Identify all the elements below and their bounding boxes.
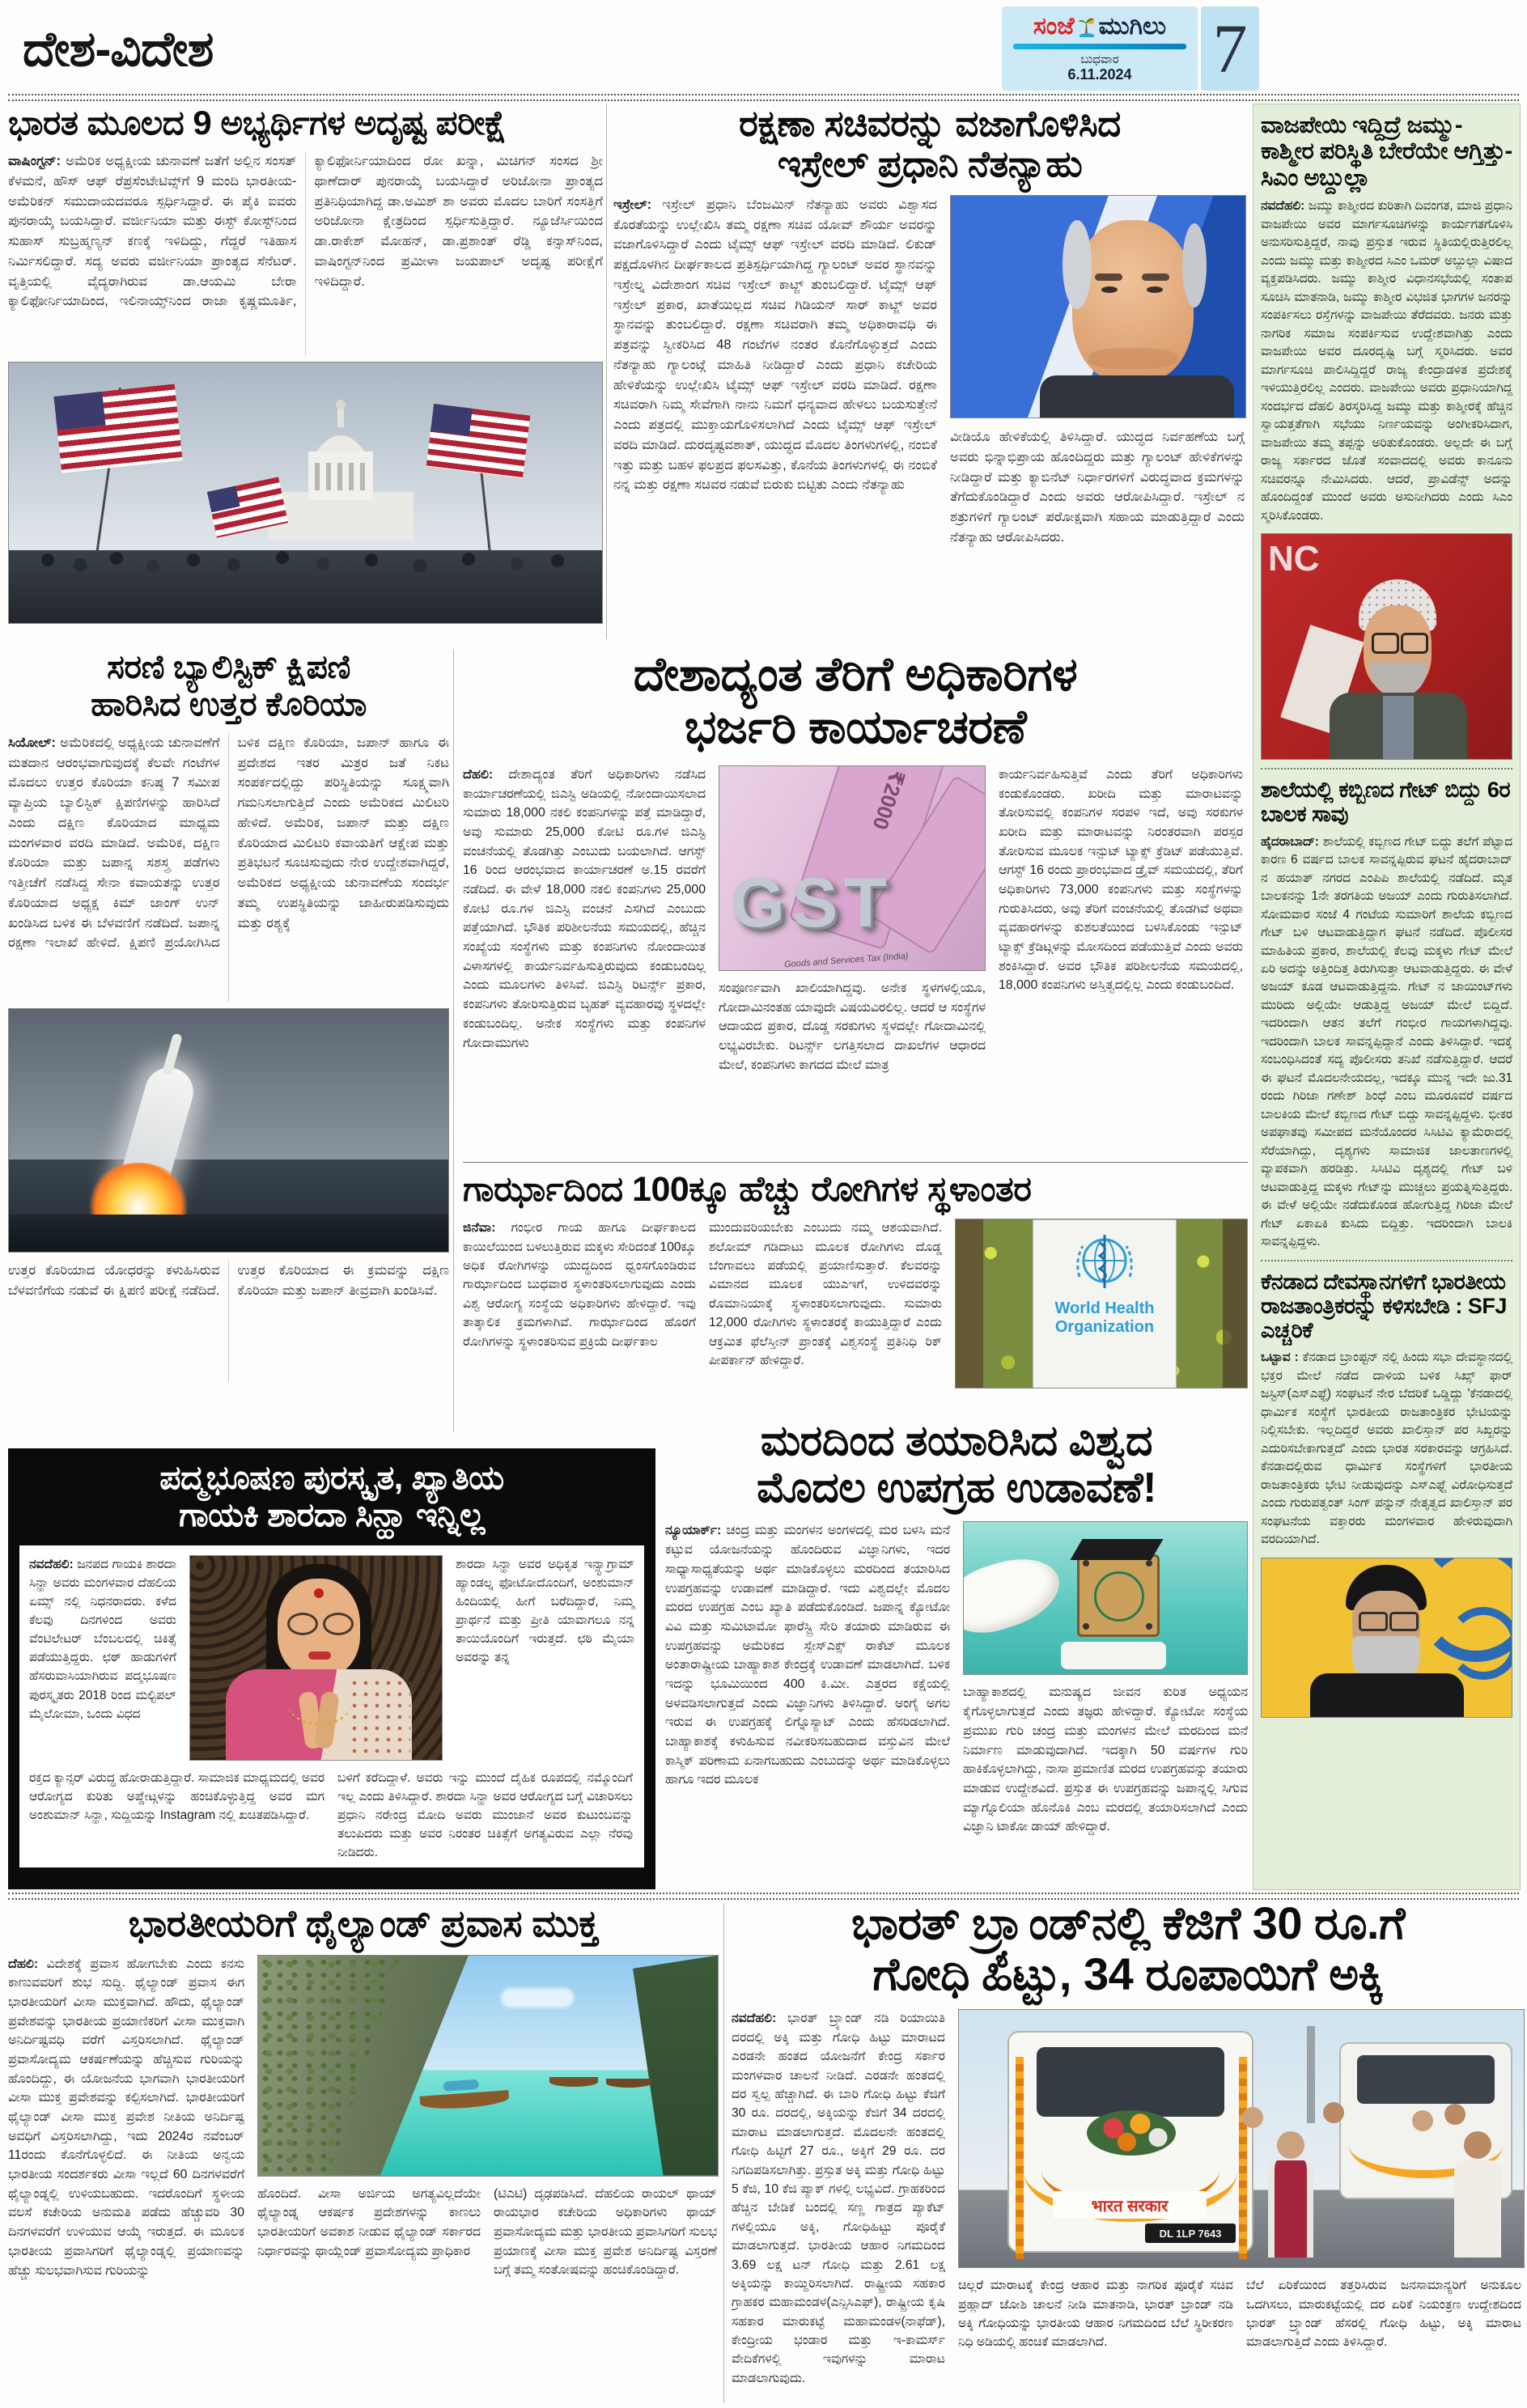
article-israel-netanyahu	[613, 104, 1246, 644]
page-section-title: ದೇಶ-ವಿದೇಶ	[23, 22, 214, 76]
dateline: ನವದೆಹಲಿ:	[732, 2012, 777, 2026]
dateline: ನವದೆಹಲಿ:	[29, 1557, 74, 1571]
thailand-lagoon-photo	[257, 1955, 719, 2177]
body-text: ಬಳಿಗೆ ಕರೆದಿದ್ದಾಳೆ. ಅವರು ಇನ್ನು ಮುಂದೆ ದೈಹಿಕ ರೂಪದಲ್ಲಿ ನಮ್ಮೊಂದಿಗೆ ಇಲ್ಲ ಎಂದು ತಿಳಿಸಿದ್ದಾರೆ. ಶಾರದಾ ಸಿನ್ಹಾ ಅವರ ಆರೋಗ್ಯದ ಬಗ್ಗೆ ವಿಚಾರಿಸಲು ಪ್ರಧಾನಿ ನರೇಂದ್ರ ಮೋದಿ ಅವರು ಮುಂಜಾನೆ ಅವರ ಕುಟುಂಬವನ್ನು ತಲುಪಿದರು ಮತ್ತು ಅವರ ನಿರಂತರ ಚಿಕಿತ್ಸೆಗೆ ಅಗತ್ಯವಿರುವ ಎಲ್ಲಾ ನೆರವು ನೀಡಿದರು.	[337, 1770, 633, 1860]
newspaper-masthead	[1002, 6, 1198, 91]
crowd-heads	[41, 553, 54, 566]
article-headline-line1: ಮರದಿಂದ ತಯಾರಿಸಿದ ವಿಶ್ವದ	[760, 1418, 1153, 1465]
body-text: ಬಾಹ್ಯಾಕಾಶದಲ್ಲಿ ಮನುಷ್ಯದ ಜೀವನ ಕುರಿತ ಅಧ್ಯಯನ ಕೈಗೊಳ್ಳಲಾಗುತ್ತದೆ ಎಂದು ತಜ್ಞರು ಹೇಳಿದ್ದಾರೆ. ಕ್ಯೋಟೋ ಸಂಸ್ಥೆಯ ಪ್ರಮುಖ ಗುರಿ ಚಂದ್ರ ಮತ್ತು ಮಂಗಳನ ಮೇಲೆ ಮರದಿಂದ ಮನೆ ನಿರ್ಮಾಣ ಮಾಡುವುದಾಗಿದೆ. ಇದಕ್ಕಾಗಿ 50 ವರ್ಷಗಳ ಗುರಿ ಹಾಕಿಕೊಳ್ಳಲಾಗಿದ್ದು, ನಾಸಾ ಪ್ರಮಾಣಿತ ಮರದ ಉಪಗ್ರಹವನ್ನು ತಯಾರು ಮಾಡುವ ಉದ್ದೇಶವಿದೆ. ಪ್ರಸ್ತುತ ಈ ಉಪಗ್ರಹವನ್ನು ಜಪಾನ್ನಲ್ಲಿ ಸಿಗುವ ಮ್ಯಾಗ್ನೊಲಿಯಾ ಹೊನೊಕಿ ಎಂಬ ಮರದಲ್ಲಿ ತಯಾರಿಸಲಾಗಿದೆ ಎಂದು ವಿಜ್ಞಾನಿ ಟಾಕೋ ಡಾಯ್ ಹೇಳಿದ್ದಾರೆ.	[963, 1685, 1248, 1834]
glasses-right-lens	[1401, 633, 1428, 654]
pannun-photo	[1261, 1558, 1512, 1718]
body-text: ಹೊಂದಿದೆ. ವೀಸಾ ಅರ್ಜಿಯ ಅಗತ್ಯವಿಲ್ಲದೆಯೇ ಥೈಲ್ಯಾಂಡ್ನ ಆಕರ್ಷಕ ಪ್ರದೇಶಗಳನ್ನು ಕಾಣಲು ಭಾರತೀಯರಿಗೆ ಅವಕಾಶ ನೀಡುವ ಥೈಲ್ಯಾಂಡ್ ಸರ್ಕಾರದ ನಿರ್ಧಾರವನ್ನು ಥಾಯ್ಲೆಂಡ್ ಪ್ರವಾಸೋದ್ಯಮ ಪ್ರಾಧಿಕಾರ	[257, 2186, 481, 2258]
who-text-line1: World Health	[1054, 1299, 1155, 1318]
who-text-line2: Organization	[1054, 1318, 1155, 1337]
body-text: ರಕ್ತದ ಕ್ಯಾನ್ಸರ್ ವಿರುದ್ಧ ಹೋರಾಡುತ್ತಿದ್ದಾರೆ. ಸಾಮಾಜಿಕ ಮಾಧ್ಯಮದಲ್ಲಿ ಅವರ ಆರೋಗ್ಯದ ಕುರಿತು ಅಪ್ಡೇಟ್ಗಳನ್ನು ಹಂಚಿಕೊಳ್ಳುತ್ತಿದ್ದ ಅವರ ಮಗ ಅಂಶುಮಾನ್ ಸಿನ್ಹಾ, ಸುದ್ದಿಯನ್ನು Instagram ನಲ್ಲಿ ಖಚಿತಪಡಿಸಿದ್ದಾರೆ.	[29, 1770, 324, 1823]
eye	[1147, 286, 1163, 293]
missile	[162, 1032, 183, 1075]
longtail-boat	[549, 2077, 598, 2087]
article-body-col1	[8, 1955, 244, 2281]
dateline: ನವದೆಹಲಿ:	[1261, 199, 1305, 214]
article-bharat-brand	[732, 1898, 1525, 2405]
glasses-left-lens	[287, 1613, 318, 1635]
caption-text: ಬೆಲೆ ಏರಿಕೆಯಿಂದ ತತ್ತರಿಸಿರುವ ಜನಸಾಮಾನ್ಯರಿಗೆ ಅನುಕೂಲ ಒದಗಿಸಲು, ಮಾರುಕಟ್ಟೆಯಲ್ಲಿ ದರ ಏರಿಕೆ ನಿಯಂತ್ರಣ ಉದ್ದೇಶದಿಂದ ಭಾರತ್ ಬ್ರ್ಯಾಂಡ್ ಹೆಸರಲ್ಲಿ ಗೋಧಿ ಹಿಟ್ಟು, ಅಕ್ಕಿ ಮಾರಾಟ ಮಾಡಲಾಗುತ್ತಿದೆ ಎಂದು ತಿಳಿಸಿದ್ದಾರೆ.	[1246, 2279, 1521, 2350]
article-headline: ಗಾರ್ಝಾದಿಂದ 100ಕ್ಕೂ ಹೆಚ್ಚು ರೋಗಿಗಳ ಸ್ಥಳಾಂತರ	[463, 1170, 1032, 1209]
mouth-shadow	[1088, 348, 1177, 369]
dateline: ಇಸ್ರೇಲ್:	[613, 197, 652, 212]
screws	[1083, 1560, 1089, 1566]
dateline: ಸಿಯೋಲ್:	[8, 735, 56, 750]
article-body	[1261, 1349, 1512, 1549]
suit	[1040, 375, 1234, 418]
blue-swoosh	[1447, 1607, 1512, 1680]
column-divider	[453, 649, 454, 1432]
dateline: ಜಿನೆವಾ:	[463, 1221, 496, 1236]
inner-shirt	[1383, 696, 1414, 759]
sari-pattern	[349, 1677, 410, 1760]
gst-currency-photo	[719, 765, 986, 971]
article-body-continued	[8, 1261, 449, 1301]
column-divider	[606, 104, 607, 639]
truck-number-plate: DL 1LP 7643	[1145, 2224, 1236, 2243]
dateline: ದೆಹಲಿ:	[463, 767, 494, 782]
body-text: (ಟಿಎಟಿ) ದೃಢಪಡಿಸಿದೆ. ದೆಹಲಿಯ ರಾಯಲ್ ಥಾಯ್ ರಾಯಭಾರ ಕಚೇರಿಯ ಅಧಿಕಾರಿಗಳು ಥಾಯ್ ಪ್ರವಾಸೋದ್ಯಮ ಮತ್ತು ಭಾರತೀಯ ಪ್ರವಾಸಿಗರಿಗೆ ಸುಲಭ ಪ್ರಯಾಣಕ್ಕೆ ವೀಸಾ ಮುಕ್ತ ಪ್ರವೇಶ ಅನಿರ್ದಿಷ್ಟ ವಿಸ್ತರಣೆ ಬಗ್ಗೆ ತಮ್ಮ ಸಂತೋಷವನ್ನು ಹಂಚಿಕೊಂಡಿದ್ದಾರೆ.	[494, 2186, 717, 2278]
article-rule	[463, 1162, 1248, 1163]
eye	[1101, 286, 1118, 293]
article-north-korea	[8, 649, 449, 1432]
article-gaza-patients	[463, 1170, 1248, 1410]
article-body-bottom1	[29, 1769, 324, 1863]
article-body-col3	[999, 765, 1243, 1075]
body-text: ಚಂದ್ರ ಮತ್ತು ಮಂಗಳನ ಅಂಗಳದಲ್ಲಿ ಮರ ಬಳಸಿ ಮನೆ ಕಟ್ಟುವ ಯೋಜನೆಯನ್ನು ಹೊಂದಿರುವ ವಿಜ್ಞಾನಿಗಳು, ಇದರ ಸಾಧ್ಯಾಸಾಧ್ಯತೆಯನ್ನು ಅರ್ಥ ಮಾಡಿಕೊಳ್ಳಲು ಮರದಿಂದ ತಯಾರಿಸಿದ ಉಪಗ್ರಹವನ್ನು ಉಡಾವಣೆ ಮಾಡಿದ್ದಾರೆ. ಇದು ವಿಶ್ವದಲ್ಲೇ ಮೊದಲ ಮರದ ಉಪಗ್ರಹ ಎಂಬ ಖ್ಯಾತಿ ಪಡೆದುಕೊಂಡಿದೆ. ಜಪಾನ್ನ ಕ್ಯೋಟೋ ವಿವಿ ಮತ್ತು ಸುಮಿಟಾಮೋ ಫಾರೆಸ್ಟ್ರಿ ಸೇರಿ ತಯಾರು ಮಾಡಿರುವ ಈ ಉಪಗ್ರಹವನ್ನು ಅಮೆರಿಕದ ಸ್ಪೇಸ್ಎಕ್ಸ್ ರಾಕೆಟ್ ಮೂಲಕ ಅಂತಾರಾಷ್ಟ್ರೀಯ ಬಾಹ್ಯಾಕಾಶ ಕೇಂದ್ರಕ್ಕೆ ಉಡಾವಣೆ ಮಾಡಲಾಗಿದೆ. ಬಳಿಕ ಇದನ್ನು ಭೂಮಿಯಿಂದ 400 ಕಿ.ಮೀ. ಎತ್ತರದ ಕಕ್ಷೆಯಲ್ಲಿ ಅಳವಡಿಸಲಾಗುತ್ತದೆ ಎಂದು ವಿಜ್ಞಾನಿಗಳು ತಿಳಿಸಿದ್ದಾರೆ. ಅಂಗೈ ಅಗಲ ಇರುವ ಈ ಉಪಗ್ರಹಕ್ಕೆ ಲಿಗ್ನೊಸ್ಯಾಟ್ ಎಂದು ಹೆಸರಿಡಲಾಗಿದೆ. ಬಾಹ್ಯಾಕಾಶಕ್ಕೆ ಕಳುಹಿಸುವ ನವೀಕರಿಸಬಹುದಾದ ವಸ್ತುವಿನ ಮೇಲೆ ಕಾಸ್ಮಿಕ್ ಪರಿಣಾಮ ಏನಾಗಬಹುದು ಎಂಬುದನ್ನು ಅರ್ಥ ಮಾಡಿಕೊಳ್ಳಲು ಹಾಗೂ ಇದರ ಮೂಲಕ	[665, 1524, 950, 1787]
masthead-title-part1: ಸಂಜೆ	[1033, 13, 1075, 40]
article-headline-line1: ಸರಣಿ ಬ್ಯಾಲಿಸ್ಟಿಕ್ ಕ್ಷಿಪಣಿ	[107, 649, 350, 685]
longtail-boat	[606, 2079, 651, 2088]
body-text: ಕ್ಯಾಲಿಫೋರ್ನಿಯಾದಿಂದ, ಇಲಿನಾಯ್ಸ್‌ನಿಂದ ರಾಜಾ ಕೃಷ್ಣಮೂರ್ತಿ, ಕ್ಯಾಲಿಫೋರ್ನಿಯಾದಿಂದ ರೋ ಖನ್ನಾ, ಮಿಚಿಗನ್ ಸಂಸದ ಶ್ರೀ ಥಾಣೆದಾರ್ ಪುನರಾಯ್ಕೆ ಬಯಸಿದ್ದಾರೆ ಅರಿಜೋನಾ ಪ್ರಾಂತ್ಯದ ಪ್ರತಿನಿಧಿಯಾಗಿದ್ದ ಡಾ.ಅಮಿಶ್ ಶಾ ಅವರು ಮೊದಲ ಬಾರಿಗೆ ಸಂಸತ್ತಿಗೆ ಅರಿಜೋನಾ ಕ್ಷೇತ್ರದಿಂದ ಸ್ಪರ್ಧಿಸುತ್ತಿದ್ದಾರೆ. ನ್ಯೂಜೆರ್ಸಿಯಿಂದ ಡಾ.ರಾಕೇಶ್ ಮೋಹನ್, ಡಾ.ಪ್ರಶಾಂತ್ ರೆಡ್ಡಿ ಕನ್ಸಾಸ್‌ನಿಂದ, ವಾಷಿಂಗ್ಟನ್‌ನಿಂದ ಪ್ರಮೀಳಾ ಜಯಪಾಲ್ ಅದೃಷ್ಟ ಪರೀಕ್ಷೆಗೆ ಇಳಿದಿದ್ದಾರೆ.	[8, 154, 603, 309]
body-text: ಇಸ್ರೇಲ್ ಪ್ರಧಾನಿ ಬೆಂಜಮಿನ್ ನೆತನ್ಯಾಹು ಅವರು ವಿಶ್ವಾಸದ ಕೊರತೆಯನ್ನು ಉಲ್ಲೇಖಿಸಿ ತಮ್ಮ ರಕ್ಷಣಾ ಸಚಿವ ಯೋವ್ ಶೌರ್ಯ ಅವರನ್ನು ವಜಾಗೊಳಿಸಿದ್ದಾರೆ ಎಂದು ಟೈಮ್ಸ್ ಆಫ್ ಇಸ್ರೇಲ್ ವರದಿ ಮಾಡಿದೆ. ಲಿಕುಡ್ ಪಕ್ಷದೊಳಗಿನ ದೀರ್ಘಕಾಲದ ಪ್ರತಿಸ್ಪರ್ಧಿಯಾಗಿದ್ದ ಗ್ಯಾಲಂಟ್ ಅವರ ಸ್ಥಾನವನ್ನು ಇಸ್ರೇಲ್ನ ವಿದೇಶಾಂಗ ಸಚಿವ ಇಸ್ರೇಲ್ ಕಾಟ್ಜ್ ತುಂಬಲಿದ್ದಾರೆ. ಟೈಮ್ಸ್ ಆಫ್ ಇಸ್ರೇಲ್ ಪ್ರಕಾರ, ಖಾತೆಯಿಲ್ಲದ ಸಚಿವ ಗಿಡಿಯನ್ ಸಾರ್ ಕಾಟ್ಜ್ ಅವರ ಸ್ಥಾನವನ್ನು ತುಂಬಲಿದ್ದಾರೆ. ರಕ್ಷಣಾ ಸಚಿವರಾಗಿ ತಮ್ಮ ಅಧಿಕಾರಾವಧಿ ಈ ಪತ್ರವನ್ನು ಸ್ವೀಕರಿಸಿದ 48 ಗಂಟೆಗಳ ನಂತರ ಕೊನೆಗೊಳ್ಳುತ್ತದೆ ಎಂದು ನೆತನ್ಯಾಹು ಗ್ಯಾಲಂಟ್ಗೆ ಮಾಹಿತಿ ನೀಡಿದ್ದಾರೆ ಎಂದು ಪ್ರಧಾನಿ ಕಚೇರಿಯ ಹೇಳಿಕೆಯನ್ನು ಉಲ್ಲೇಖಿಸಿ ಟೈಮ್ಸ್ ಆಫ್ ಇಸ್ರೇಲ್ ವರದಿ ಮಾಡಿದೆ. ರಕ್ಷಣಾ ಸಚಿವರಾಗಿ ನಿಮ್ಮ ಸೇವೆಗಾಗಿ ನಾನು ನಿಮಗೆ ಧನ್ಯವಾದ ಹೇಳಲು ಬಯಸುತ್ತೇನೆ ಎಂದು ಪತ್ರದಲ್ಲಿ ಮುಕ್ತಾಯಗೊಳಿಸಲಾಗಿದೆ ಎಂದು ಟೈಮ್ಸ್ ಆಫ್ ಇಸ್ರೇಲ್ ವರದಿ ಮಾಡಿದೆ. ದುರದೃಷ್ಟವಶಾತ್, ಯುದ್ಧದ ಮೊದಲ ತಿಂಗಳುಗಳಲ್ಲಿ, ನಂಬಿಕೆ ಇತ್ತು ಮತ್ತು ಬಹಳ ಫಲಪ್ರದ ಫಲಸವಿತ್ತು, ಕೊನೆಯ ತಿಂಗಳುಗಳಲ್ಲಿ ಈ ನಂಬಿಕೆ ನನ್ನ ಮತ್ತು ರಕ್ಷಣಾ ಸಚಿವರ ನಡುವೆ ಬಿರುಕು ಬಿಟ್ಟಿತು ಎಂದು ನೆತನ್ಯಾಹು	[613, 197, 937, 493]
article-body-col2	[709, 1219, 942, 1388]
masthead-day: ಬುಧವಾರ	[1080, 53, 1119, 66]
eyebrow	[1142, 273, 1169, 281]
article-sharda-sinha	[8, 1448, 655, 1889]
dateline: ದೆಹಲಿ:	[8, 1956, 39, 1971]
body-text: ಜಪಾನ್ನ ರಕ್ಷಣಾ ಇಲಾಖೆ ಹೇಳಿದೆ. ಕ್ಷಿಪಣಿ ಪ್ರಯೋಗಿಸಿದ ಬಳಿಕ ದಕ್ಷಿಣ ಕೊರಿಯಾ, ಜಪಾನ್ ಹಾಗೂ ಈ ಪ್ರದೇಶದ ಇತರ ಮಿತ್ರರ ಜತೆ ನಿಕಟ ಸಂಪರ್ಕದಲ್ಲಿದ್ದು ಪರಿಸ್ಥಿತಿಯನ್ನು ಸೂಕ್ಷ್ಮವಾಗಿ ಗಮನಿಸಲಾಗುತ್ತಿದೆ ಎಂದು ಅಮೆರಿಕದ ಮಿಲಿಟರಿ ಹೇಳಿದೆ. ಅಮೆರಿಕ, ಜಪಾನ್ ಮತ್ತು ದಕ್ಷಿಣ ಕೊರಿಯಾದ ಮಿಲಿಟರಿ ಕವಾಯತಿಗೆ ಆಕ್ಷೇಪ ಮತ್ತು ಪ್ರತಿಭಟನೆ ಸೂಚಿಸುವುದು ನೇರ ಉದ್ದೇಶವಾಗಿದ್ದರೆ, ಅಮೆರಿಕದ ಅಧ್ಯಕ್ಷೀಯ ಚುನಾವಣೆಯ ಸಂದರ್ಭ ತಮ್ಮ ಉಪಸ್ಥಿತಿಯನ್ನು ಜಾಹೀರುಪಡಿಸುವುದು ಮತ್ತು ರಶ್ಯಕ್ಕೆ	[8, 735, 449, 951]
who-emblem-icon	[1070, 1228, 1139, 1298]
article-body-col1	[732, 2009, 945, 2388]
article-body-bottom2	[337, 1769, 633, 1863]
article-headline: ಕೆನಡಾದ ದೇವಸ್ಥಾನಗಳಿಗೆ ಭಾರತೀಯ ರಾಜತಾಂತ್ರಿಕರನ್ನು ಕಳಿಸಬೇಡಿ : SFJ ಎಚ್ಚರಿಕೆ	[1261, 1269, 1507, 1343]
article-us-election	[8, 104, 603, 639]
article-body-col1	[463, 1219, 696, 1388]
article-headline: ಶಾಲೆಯಲ್ಲಿ ಕಬ್ಬಿಣದ ಗೇಟ್ ಬಿದ್ದು 6ರ ಬಾಲಕ ಸಾವು	[1261, 778, 1511, 827]
person-white-kurta	[1453, 2131, 1503, 2267]
grey-hair	[1182, 223, 1207, 307]
article-thailand-visa	[8, 1903, 719, 2405]
sea	[9, 1215, 448, 1252]
note-denomination: ₹2000	[867, 766, 910, 833]
grey-hair	[1063, 220, 1092, 309]
right-news-column	[1253, 104, 1521, 1890]
nc-flag-text: NC	[1268, 539, 1320, 579]
body-text: ಗಂಭೀರ ಗಾಯ ಹಾಗೂ ದೀರ್ಘಕಾಲದ ಕಾಯಿಲೆಯಿಂದ ಬಳಲುತ್ತಿರುವ ಮಕ್ಕಳು ಸೇರಿದಂತೆ 100ಕ್ಕೂ ಅಧಿಕ ರೋಗಿಗಳನ್ನು ಯುದ್ಧದಿಂದ ಧ್ವಂಸಗೊಂಡಿರುವ ಗಾರ್ಝಾದಿಂದ ಬುಧವಾರ ಸ್ಥಳಾಂತರಿಸಲಾಗುವುದು ಎಂದು ವಿಶ್ವ ಆರೋಗ್ಯ ಸಂಸ್ಥೆಯ ಅಧಿಕಾರಿಗಳು ಹೇಳಿದ್ದಾರೆ. ಇವು ತಾತ್ಕಾಲಿಕ ಕ್ರಮಗಳಾಗಿವೆ. ಗಾರ್ಝಾದಿಂದ ಹೊರಗೆ ರೋಗಿಗಳನ್ನು ಸ್ಥಳಾಂತರಿಸುವ ಪ್ರಕ್ರಿಯೆ ದೀರ್ಘಕಾಲ	[463, 1221, 696, 1349]
photo-caption-col1	[958, 2276, 1233, 2351]
body-text: ಶಾರದಾ ಸಿನ್ಹಾ ಅವರ ಅಧಿಕೃತ ಇನ್ಸ್ಟಾಗ್ರಾಮ್ ಹ್ಯಾಂಡಲ್ನ ಫೋಟೋದೊಂದಿಗೆ, ಅಂಶುಮಾನ್ ಹಿಂದಿಯಲ್ಲಿ ಹೀಗೆ ಬರೆದಿದ್ದಾರೆ, ನಿಮ್ಮ ಪ್ರಾರ್ಥನೆ ಮತ್ತು ಪ್ರೀತಿ ಯಾವಾಗಲೂ ನನ್ನ ತಾಯಿಯೊಂದಿಗೆ ಇರುತ್ತದೆ. ಛಠಿ ಮೈಯಾ ಅವರನ್ನು ತನ್ನ	[455, 1557, 634, 1665]
eyebrow	[1095, 273, 1122, 281]
separator	[1261, 1260, 1512, 1261]
omar-abdullah-photo	[1261, 533, 1512, 760]
article-wooden-satellite	[665, 1418, 1248, 1889]
dateline: ಹೈದರಾಬಾದ್:	[1261, 834, 1319, 849]
article-body-col2	[257, 2185, 481, 2280]
masthead-date: 6.11.2024	[1067, 66, 1132, 83]
dateline: ವಾಷಿಂಗ್ಟನ್:	[8, 154, 62, 169]
article-body-col2	[456, 1555, 634, 1761]
us-flag	[53, 384, 182, 473]
article-headline-line2: ಗಾಯಕಿ ಶಾರದಾ ಸಿನ್ಹಾ ಇನ್ನಿಲ್ಲ	[179, 1495, 485, 1533]
article-body	[8, 733, 449, 953]
caption-text: ಚಿಲ್ಲರೆ ಮಾರಾಟಕ್ಕೆ ಕೇಂದ್ರ ಆಹಾರ ಮತ್ತು ನಾಗರಿಕ ಪೂರೈಕೆ ಸಚಿವ ಪ್ರಹ್ಲಾದ್ ಜೋಶಿ ಚಾಲನೆ ನೀಡಿ ಮಾತನಾಡಿ, ಭಾರತ್ ಬ್ರಾಂಡ್ ನಡಿ ಅಕ್ಕಿ ಗೋಧಿಯನ್ನು ಭಾರತೀಯ ಆಹಾರ ನಿಗಮದಿಂದ ಬೆಲೆ ಸ್ಥಿರೀಕರಣ ನಿಧಿ ಅಡಿಯಲ್ಲಿ ಹಂಚಿಕೆ ಮಾಡಲಾಗಿದೆ.	[958, 2279, 1233, 2350]
missile-launch-photo	[8, 1008, 449, 1253]
article-body-col2	[950, 427, 1245, 548]
article-body-col1	[463, 765, 706, 1075]
article-school-gate	[1261, 778, 1512, 1252]
crowd	[9, 550, 602, 623]
article-headline: ಭಾರತೀಯರಿಗೆ ಥೈಲ್ಯಾಂಡ್ ಪ್ರವಾಸ ಮುಕ್ತ	[128, 1903, 599, 1944]
truck-hindi-text: भारत सरकार	[1053, 2191, 1207, 2219]
article-body-col1	[29, 1555, 176, 1761]
masthead-divider-bar	[1013, 44, 1186, 49]
gst-sub-text: Goods and Services Tax (India)	[783, 951, 909, 970]
article-body-col3	[494, 2185, 717, 2280]
glasses-left-lens	[1372, 633, 1399, 654]
article-body-col2	[719, 979, 986, 1075]
article-sfj-warning	[1261, 1270, 1512, 1718]
us-capitol-protest-photo	[8, 362, 603, 624]
truck-windshield	[1357, 2055, 1495, 2104]
crowd-heads	[1242, 2107, 1263, 2128]
article-headline-line2: ಮೊದಲ ಉಪಗ್ರಹ ಉಡಾವಣೆ!	[757, 1465, 1156, 1512]
article-headline-line1: ಪದ್ಮಭೂಷಣ ಪುರಸ್ಕೃತ, ಖ್ಯಾತಿಯ	[159, 1459, 504, 1496]
who-sign-pillar	[1033, 1219, 1177, 1388]
body-text: ವೀಡಿಯೊ ಹೇಳಿಕೆಯಲ್ಲಿ ತಿಳಿಸಿದ್ದಾರೆ. ಯುದ್ಧದ ನಿರ್ವಹಣೆಯ ಬಗ್ಗೆ ಅವರು ಭಿನ್ನಾಭಿಪ್ರಾಯ ಹೊಂದಿದ್ದರು ಮತ್ತು ಗ್ಯಾಲಂಟ್ ಹೇಳಿಕೆಗಳನ್ನು ನೀಡಿದ್ದಾರೆ ಮತ್ತು ಕ್ಯಾಬಿನೆಟ್ ನಿರ್ಧಾರಗಳಿಗೆ ವಿರುದ್ಧವಾದ ಕ್ರಮಗಳನ್ನು ತೆಗೆದುಕೊಂಡಿದ್ದಾರೆ ಎಂದು ಅವರು ಆರೋಪಿಸಿದ್ದಾರೆ. ಇಸ್ರೇಲ್ ನ ಶತ್ರುಗಳಿಗೆ ಗ್ಯಾಲಂಟ್ ಪರೋಕ್ಷವಾಗಿ ಸಹಾಯ ಮಾಡುತ್ತಿದ್ದಾರೆ ಎಂದು ನೆತನ್ಯಾಹು ಆರೋಪಿಸಿದರು.	[950, 430, 1245, 545]
photo-caption-col2	[1246, 2276, 1521, 2351]
lips	[308, 1651, 331, 1660]
body-text: ದೇಶಾದ್ಯಂತ ತೆರಿಗೆ ಅಧಿಕಾರಿಗಳು ನಡೆಸಿದ ಕಾರ್ಯಾಚರಣೆಯಲ್ಲಿ ಜಿಎಸ್ಟಿ ಅಡಿಯಲ್ಲಿ ನೋಂದಾಯಿಸಲಾದ ಸುಮಾರು 18,000 ನಕಲಿ ಕಂಪನಿಗಳನ್ನು ಪತ್ತೆ ಮಾಡಿದ್ದಾರೆ, ಅವು ಸುಮಾರು 25,000 ಕೋಟಿ ರೂ.ಗಳ ಜಿಎಸ್ಟಿ ವಂಚನೆಯಲ್ಲಿ ತೊಡಗಿತ್ತು ಎಂಬುದು ಬಯಲಾಗಿದೆ. ಆಗಸ್ಟ್ 16 ರಿಂದ ಆರಂಭವಾದ ಕಾರ್ಯಾಚರಣೆ ಅ.15 ರವರೆಗೆ ನಡೆದಿದೆ. ಈ ವೇಳೆ 18,000 ನಕಲಿ ಕಂಪನಿಗಳು 25,000 ಕೋಟಿ ರೂ.ಗಳ ಜಿಎಸ್ಟಿ ವಂಚನೆ ಎಸಗಿದೆ ಎಂಬುದು ಪತ್ತೆಯಾಗಿದೆ. ಭೌತಿಕ ಪರಿಶೀಲನೆಯ ಸಮಯದಲ್ಲಿ, ಹೆಚ್ಚಿನ ಸಂಖ್ಯೆಯ ಸಂಸ್ಥೆಗಳು ಮತ್ತು ಕಂಪನಿಗಳು ನೋಂದಾಯಿತ ವಿಳಾಸಗಳಲ್ಲಿ ಕಾರ್ಯನಿರ್ವಹಿಸುತ್ತಿರುವುದು ಕಂಡುಬಂದಿಲ್ಲ ಎಂದು ಮೂಲಗಳು ತಿಳಿಸಿವೆ. ಜಿಎಸ್ಟಿ ರಿಟರ್ನ್ಸ್ ಪ್ರಕಾರ, ಕಂಪನಿಗಳು ತೋರಿಸುತ್ತಿರುವ ಬೃಹತ್ ವ್ಯವಹಾರವು ಸ್ಥಳದಲ್ಲೇ ಕಂಡುಬಂದಿಲ್ಲ. ಅನೇಕ ಸಂಸ್ಥೆಗಳು ಮತ್ತು ಕಂಪನಿಗಳ ಗೋದಾಮುಗಳು	[463, 767, 706, 1050]
page-number: 7	[1201, 6, 1259, 91]
body-text: ಜನಪದ ಗಾಯಕಿ ಶಾರದಾ ಸಿನ್ಹಾ ಅವರು ಮಂಗಳವಾರ ದೆಹಲಿಯ ಏಮ್ಸ್ ನಲ್ಲಿ ನಿಧನರಾದರು. ಕಳೆದ ಕೆಲವು ದಿನಗಳಿಂದ ಅವರು ವೆಂಟಿಲೇಟರ್ ಬೆಂಬಲದಲ್ಲಿ ಚಿಕಿತ್ಸೆ ಪಡೆಯುತ್ತಿದ್ದರು. ಛಠ್ ಹಾಡುಗಳಿಗೆ ಹೆಸರುವಾಸಿಯಾಗಿರುವ ಪದ್ಮಭೂಷಣ ಪುರಸ್ಕೃತರು 2018 ರಿಂದ ಮಲ್ಟಿಪಲ್ ಮೈಲೋಮಾ, ಒಂದು ವಿಧದ	[29, 1557, 176, 1721]
article-headline-line1: ದೇಶಾದ್ಯಂತ ತೆರಿಗೆ ಅಧಿಕಾರಿಗಳ	[633, 649, 1078, 701]
body-text: ಕೆನಡಾದ ಬ್ರಾಂಪ್ಟನ್ ನಲ್ಲಿ ಹಿಂದು ಸಭಾ ದೇವಸ್ಥಾನದಲ್ಲಿ ಭಕ್ತರ ಮೇಲೆ ನಡೆದ ದಾಳಿಯ ಬಳಿಕ ಸಿಖ್ಸ್ ಫಾರ್ ಜಸ್ಟಿಸ್(ಎಸ್ಎಫ್ಜೆ) ಸಂಘಟನೆ ನೇರ ಬೆದರಿಕೆ ಒಡ್ಡಿದ್ದು 'ಕೆನಡಾದಲ್ಲಿ ಧಾರ್ಮಿಕ ಸಂಸ್ಥೆಗೆ ಭಾರತೀಯ ರಾಜತಾಂತ್ರಿಕರ ಭೇಟಿಯನ್ನು ನಿಲ್ಲಿಸಬೇಕು. ಇಲ್ಲದಿದ್ದರೆ ಅವರು ಖಾಲಿಸ್ತಾನ್ ಪರ ಸಿಖ್ಖರನ್ನು ಎದುರಿಸಬೇಕಾಗುತ್ತದೆ' ಎಂದು ಭಾರತ ಸರಕಾರವನ್ನು ಆಗ್ರಹಿಸಿದೆ. ಕೆನಡಾದಲ್ಲಿರುವ ಧಾರ್ಮಿಕ ಸಂಸ್ಥೆಗಳಿಗೆ ಭಾರತೀಯ ರಾಜತಾಂತ್ರಿಕರು ಭೇಟಿ ನೀಡುವುದನ್ನು ಎಸ್ಎಫ್ಜೆ ವಿರೋಧಿಸುತ್ತದೆ ಎಂದು ಗುರುಪತ್ವಂತ್ ಸಿಂಗ್ ಪನ್ನುನ್ ನೇತೃತ್ವದ ಖಾಲಿಸ್ತಾನ್ ಪರ ಸಂಘಟನೆಯ ವಕ್ತಾರರು ಮಂಗಳವಾರ ಹೇಳಿರುವುದಾಗಿ ವರದಿಯಾಗಿದೆ.	[1261, 1350, 1512, 1547]
longtail-boat	[420, 2090, 510, 2111]
article-vajpayee-omar	[1261, 112, 1512, 760]
article-headline-line2: ಹಾರಿಸಿದ ಉತ್ತರ ಕೊರಿಯಾ	[91, 685, 367, 723]
us-flag	[426, 404, 531, 478]
article-body	[8, 151, 603, 312]
body-text: ಭಾರತ್ ಬ್ರ್ಯಾಂಡ್ ನಡಿ ರಿಯಾಯಿತಿ ದರದಲ್ಲಿ ಅಕ್ಕಿ ಮತ್ತು ಗೋಧಿ ಹಿಟ್ಟು ಮಾರಾಟದ ಎರಡನೇ ಹಂತದ ಯೋಜನೆಗೆ ಕೇಂದ್ರ ಸರ್ಕಾರ ಮಂಗಳವಾರ ಚಾಲನೆ ನೀಡಿದೆ. ಎರಡನೇ ಹಂತದಲ್ಲಿ ದರ ಸ್ವಲ್ಪ ಹೆಚ್ಚಾಗಿದೆ. ಈ ಬಾರಿ ಗೋಧಿ ಹಿಟ್ಟು ಕೆಜಿಗೆ 30 ರೂ. ದರದಲ್ಲಿ, ಅಕ್ಕಿಯನ್ನು ಕೆಜಿಗೆ 34 ದರದಲ್ಲಿ ಮಾರಾಟ ಮಾಡಲಾಗುತ್ತದೆ. ಮೊದಲನೇ ಹಂತದಲ್ಲಿ ಗೋಧಿ ಹಿಟ್ಟಿಗೆ 27 ರೂ., ಅಕ್ಕಿಗೆ 29 ರೂ. ದರ ನಿಗದಿಪಡಿಸಲಾಗಿತ್ತು. ಪ್ರಸ್ತುತ ಅಕ್ಕಿ ಮತ್ತು ಗೋಧಿ ಹಿಟ್ಟು 5 ಕೆಜಿ, 10 ಕೆಜಿ ಪ್ಯಾಕ್ ಗಳಲ್ಲಿ ಲಭ್ಯವಿದೆ. ಗ್ರಾಹಕರಿಂದ ಹೆಚ್ಚಿನ ಬೇಡಿಕೆ ಬಂದಲ್ಲಿ ಸಣ್ಣ ಗಾತ್ರದ ಪ್ಯಾಕೆಟ್ ಗಳಲ್ಲಿಯೂ ಅಕ್ಕಿ, ಗೋಧಿಹಿಟ್ಟು ಪೂರೈಕೆ ಮಾಡಲಾಗುತ್ತದೆ. ಭಾರತೀಯ ಆಹಾರ ನಿಗಮದಿಂದ 3.69 ಲಕ್ಷ ಟನ್ ಗೋಧಿ ಮತ್ತು 2.61 ಲಕ್ಷ ಅಕ್ಕಿಯನ್ನು ಕಾಯ್ದಿರಿಸಲಾಗಿದೆ. ರಾಷ್ಟ್ರೀಯ ಸಹಕಾರ ಗ್ರಾಹಕರ ಮಹಾಮಂಡಳ(ಎನ್ಸಿಸಿಎಫ್), ರಾಷ್ಟ್ರೀಯ ಕೃಷಿ ಸಹಕಾರ ಮಾರುಕಟ್ಟೆ ಮಹಾಮಂಡಳ(ನಾಫೆಡ್), ಕೇಂದ್ರೀಯ ಭಂಡಾರ ಮತ್ತು ಇ-ಕಾಮರ್ಸ್ ವೇದಿಕೆಗಳಲ್ಲಿ ಇವುಗಳನ್ನು ಮಾರಾಟ ಮಾಡಲಾಗುವುದು.	[732, 2012, 945, 2385]
article-body	[1261, 833, 1512, 1252]
article-headline-line1: ರಕ್ಷಣಾ ಸಚಿವರನ್ನು ವಜಾಗೊಳಿಸಿದ	[739, 104, 1121, 144]
gloved-hand	[963, 1547, 1068, 1643]
body-text: ಮುಂದುವರಿಯಬೇಕು ಎಂಬುದು ನಮ್ಮ ಆಶಯವಾಗಿದೆ. ಶಲೋಮ್ ಗಡಿದಾಟು ಮೂಲಕ ರೋಗಿಗಳು ದೊಡ್ಡ ಬೆಂಗಾವಲು ಪಡೆಯಲ್ಲಿ ಪ್ರಯಾಣಿಸುತ್ತಾರೆ. ಕೆಲವರನ್ನು ವಿಮಾನದ ಮೂಲಕ ಯುಎಇಗೆ, ಉಳಿದವರನ್ನು ರೊಮಾನಿಯಾಕ್ಕೆ ಸ್ಥಳಾಂತರಿಸಲಾಗುವುದು. ಸುಮಾರು 12,000 ರೋಗಿಗಳು ಸ್ಥಳಾಂತರಕ್ಕೆ ಕಾಯುತ್ತಿದ್ದಾರೆ ಎಂದು ಆಕ್ರಮಿತ ಫೆಲೆಸ್ತೀನ್ ಪ್ರಾಂತಕ್ಕೆ ವಿಶ್ವಸಂಸ್ಥೆ ಪ್ರತಿನಿಧಿ ರಿಕ್ ಪೀಪರ್ಕಾನ್ ಹೇಳಿದ್ದಾರೆ.	[709, 1221, 942, 1367]
netanyahu-photo	[950, 195, 1246, 418]
lamp-post	[1307, 2026, 1315, 2123]
limestone-cliff-right	[596, 1956, 718, 2176]
body-text: ಸಂಪೂರ್ಣವಾಗಿ ಖಾಲಿಯಾಗಿದ್ದವು. ಅನೇಕ ಸ್ಥಳಗಳಲ್ಲಿಯೂ, ಗೋದಾಮಿನಂತಹ ಯಾವುದೇ ವಿಷಯವಿರಲಿಲ್ಲ. ಆದರೆ ಆ ಸಂಸ್ಥೆಗಳ ಆದಾಯದ ಪ್ರಕಾರ, ದೊಡ್ಡ ಸರಕುಗಳು ಸ್ಥಳದಲ್ಲೇ ಗೋದಾಮಿನಲ್ಲಿ ಲಭ್ಯವಿರಬೇಕು. ರಿಟರ್ನ್ಸ್ ಲಗತ್ತಿಸಲಾದ ದಾಖಲೆಗಳ ಆಧಾರದ ಮೇಲೆ, ಕಂಪನಿಗಳು ಕಾಗದದ ಮೇಲೆ ಮಾತ್ರ	[719, 981, 986, 1072]
article-headline-line2: ಭರ್ಜರಿ ಕಾರ್ಯಾಚರಣೆ	[684, 700, 1027, 753]
body-text: ವಿದೇಶಕ್ಕೆ ಪ್ರವಾಸ ಹೋಗಬೇಕು ಎಂದು ಕನಸು ಕಾಣುವವರಿಗೆ ಶುಭ ಸುದ್ದಿ. ಥೈಲ್ಯಾಂಡ್ ಪ್ರವಾಸ ಈಗ ಭಾರತೀಯರಿಗೆ ವೀಸಾ ಮುಕ್ತವಾಗಿದೆ. ಹೌದು, ಥೈಲ್ಯಾಂಡ್ ಪ್ರವೇಶವನ್ನು ಭಾರತೀಯ ಪ್ರಯಾಣಿಕರಿಗೆ ವೀಸಾ ಮುಕ್ತವಾಗಿ ಅನಿರ್ದಿಷ್ಟವಧಿ ವರೆಗೆ ವಿಸ್ತರಿಸಲಾಗಿದೆ. ಥೈಲ್ಯಾಂಡ್ ಪ್ರವಾಸೋದ್ಯಮ ಆಕರ್ಷಣೆಯನ್ನು ಹೆಚ್ಚಿಸುವ ಗುರಿಯನ್ನು ಹೊಂದಿದ್ದು, ಈ ಯೋಜನೆಯ ಭಾಗವಾಗಿ ಭಾರತೀಯರಿಗೆ ವೀಸಾ ಮುಕ್ತ ಪ್ರವೇಶವನ್ನು ಕಲ್ಪಿಸಲಾಗಿದೆ. ಭಾರತೀಯರಿಗೆ ಥೈಲ್ಯಾಂಡ್ ವೀಸಾ ಮುಕ್ತ ಪ್ರವೇಶ ನೀತಿಯ ಅನಿರ್ದಿಷ್ಟ ಅವಧಿಗೆ ವಿಸ್ತರಿಸಲಾಗಿದ್ದು, ಇದು 2024ರ ನವೆಂಬರ್ 11ರಂದು ಕೊನೆಗೊಳ್ಳಲಿದೆ. ಈ ನೀತಿಯ ಅನ್ವಯ ಭಾರತೀಯ ಸಂದರ್ಶಕರು ವೀಸಾ ಇಲ್ಲದೆ 60 ದಿನಗಳವರೆಗೆ ಥೈಲ್ಯಾಂಡ್ನಲ್ಲಿ ಉಳಿಯಬಹುದು. ಇದರೊಂದಿಗೆ ಸ್ಥಳೀಯ ವಲಸೆ ಕಚೇರಿಯ ಅನುಮತಿ ಪಡೆದು ಹೆಚ್ಚುವರಿ 30 ದಿನಗಳವರೆಗೆ ಉಳಿಯುವ ಆಯ್ಕೆ ಇರುತ್ತದೆ. ಈ ಮೂಲಕ ಭಾರತೀಯ ಪ್ರವಾಸಿಗರಿಗೆ ಥೈಲ್ಯಾಂಡ್ನಲ್ಲಿ ಪ್ರಯಾಣವನ್ನು ಹೆಚ್ಚು ಸುಲಭವಾಗಿಸುವ ಗುರಿಯನ್ನು	[8, 1956, 245, 2278]
gold-necklace	[287, 1677, 352, 1726]
dateline: ನ್ಯೂಯಾರ್ಕ್:	[665, 1524, 722, 1538]
article-body-col2	[963, 1683, 1248, 1837]
truck	[1007, 2031, 1253, 2253]
article-headline: ಭಾರತ ಮೂಲದ 9 ಅಭ್ಯರ್ಥಿಗಳ ಅದೃಷ್ಟ ಪರೀಕ್ಷೆ	[8, 104, 507, 142]
foam-base	[1061, 1642, 1166, 1669]
bindi	[314, 1588, 324, 1598]
who-sign-photo	[955, 1219, 1248, 1388]
glasses-right-lens	[323, 1613, 354, 1635]
article-body-col1	[665, 1521, 950, 1837]
separator	[1261, 768, 1512, 769]
body-text: ಜಮ್ಮು ಕಾಶ್ಮೀರದ ಕುರಿತಾಗಿ ದಿವಂಗತ, ಮಾಜಿ ಪ್ರಧಾನಿ ವಾಜಪೇಯಿ ಅವರ ಮಾರ್ಗಸೂಚಿಗಳನ್ನು ಕಾರ್ಯಗತಗೊಳಿಸಿ ಅನುಸರಿಸುತ್ತಿದ್ದರೆ, ನಾವು ಪ್ರಸ್ತುತ ಇರುವ ಸ್ಥಿತಿಯಲ್ಲಿರುತ್ತಿರಲಿಲ್ಲ ಎಂದು ಜಮ್ಮು ಮತ್ತು ಕಾಶ್ಮೀರದ ಸಿಎಂ ಒಮರ್ ಅಬ್ದುಲ್ಲಾ ವಿಷಾದ ವ್ಯಕ್ತಪಡಿಸಿದರು. ಜಮ್ಮು ಕಾಶ್ಮೀರ ವಿಧಾನಸಭೆಯಲ್ಲಿ ಸಂತಾಪ ಸೂಚಿಸಿ ಮಾತನಾಡಿ, ಜಮ್ಮು ಕಾಶ್ಮೀರ ವಿಭಜಿತ ಭಾಗಗಳ ಜನರನ್ನು ಸಂಪರ್ಕಿಸಲು ರಸ್ತೆಗಳನ್ನು ವಾಜಪೇಯಿ ತೆರೆದವರು. ಜನರು ಮತ್ತು ನಾಗರಿಕ ಸಮಾಜ ಸಂಪರ್ಕಿಸುವ ಉದ್ದೇಶವಾಗಿತ್ತು ಎಂದು ವಾಜಪೇಯಿ ಅವರ ದೂರದೃಷ್ಟಿ ಬಗ್ಗೆ ಸ್ಮರಿಸಿದರು. ಅವರ ಮಾರ್ಗಸೂಚಿ ಪಾಲಿಸಿದ್ದಿದ್ದರೆ ರಾಜ್ಯ ಕೇಂದ್ರಾಡಳಿತ ಪ್ರದೇಶಕ್ಕೆ ಇಳಿಯುತ್ತಿರಲಿಲ್ಲ ಎಂದರು. ವಾಜಪೇಯಿ ಅವರು ಪ್ರಧಾನಿಯಾಗಿದ್ದ ಸಂದರ್ಭದ ದೆಹಲಿ ತಿರಸ್ಕರಿಸಿದ್ದ ಜಮ್ಮು ಮತ್ತು ಕಾಶ್ಮೀರಕ್ಕೆ ಹೆಚ್ಚಿನ ಸ್ವಾಯತ್ತತೆಗಾಗಿ ಸಭೆಯು ನಿರ್ಣಯವನ್ನು ಅಂಗೀಕರಿಸಿದಾಗ, ವಾಜಪೇಯಿ ತಮ್ಮ ತಪ್ಪನ್ನು ಅರಿತುಕೊಂಡರು. ಅಲ್ಲದೇ ಈ ಬಗ್ಗೆ ರಾಜ್ಯ ಸರ್ಕಾರದ ಜೊತೆ ಸಂವಾದದಲ್ಲಿ ಅವರು ಕಾನೂನು ಸಚಿವರನ್ನೂ ನೇಮಿಸಿದರು. ಆದರೆ, ಪ್ರಾವಿಡೆನ್ಸ್ ಅದನ್ನು ಹೊಂದಿದ್ದಂತೆ ಮುಂದೆ ಅವರು ಅಸುನೀಗಿದರು ಎಂದು ಸಿಎಂ ಸ್ಮರಿಸಿಕೊಂಡರು.	[1261, 199, 1512, 523]
masthead-title-part2: ಮುಗಿಲು	[1098, 13, 1167, 40]
article-headline-line2: ಗೋಧಿ ಹಿಟ್ಟು, 34 ರೂಪಾಯಿಗೆ ಅಕ್ಕಿ	[872, 1948, 1384, 1999]
satellite-cube	[1077, 1554, 1160, 1637]
article-headline-line1: ಭಾರತ್ ಬ್ರ್ಯಾಂಡ್‌ನಲ್ಲಿ ಕೆಜಿಗೆ 30 ರೂ.ಗೆ	[850, 1898, 1406, 1948]
body-text: ಅಮೆರಿಕದಲ್ಲಿ ಅಧ್ಯಕ್ಷೀಯ ಚುನಾವಣೆಗೆ ಮತದಾನ ಆರಂಭವಾಗುವುದಕ್ಕೆ ಕೆಲವೇ ಗಂಟೆಗಳ ಮೊದಲು ಉತ್ತರ ಕೊರಿಯಾ ಕನಿಷ್ಠ 7 ಸಮೀಪ ವ್ಯಾಪ್ತಿಯ ಬ್ಯಾಲಿಸ್ಟಿಕ್ ಕ್ಷಿಪಣಿಗಳನ್ನು ಹಾರಿಸಿದೆ ಎಂದು ದಕ್ಷಿಣ ಕೊರಿಯಾದ ಮಾಧ್ಯಮ ಮಂಗಳವಾರ ವರದಿ ಮಾಡಿದೆ. ಅಮೆರಿಕ, ದಕ್ಷಿಣ ಕೊರಿಯಾ ಮತ್ತು ಜಪಾನ್ನ ಸಶಸ್ತ್ರ ಪಡೆಗಳು ಇತ್ತೀಚೆಗೆ ನಡೆಸಿದ್ದ ಸೇನಾ ಕವಾಯತನ್ನು ಉತ್ತರ ಕೊರಿಯಾದ ಅಧ್ಯಕ್ಷ ಕಿಮ್ ಜಾಂಗ್ ಉನ್ ಖಂಡಿಸಿದ ಬಳಿಕ ಈ ಬೆಳವಣಿಗೆ ನಡೆದಿದೆ.	[8, 735, 220, 931]
palm-tree-icon	[1078, 16, 1096, 37]
article-body	[1261, 197, 1512, 525]
bharat-trucks-photo	[958, 2009, 1525, 2268]
boat-canopy	[443, 2079, 479, 2091]
dateline: ಒಟ್ಟಾವ :	[1261, 1350, 1299, 1365]
cube-top-panel	[1070, 1539, 1163, 1560]
body-text: ಶಾಲೆಯಲ್ಲಿ ಕಬ್ಬಿಣದ ಗೇಟ್ ಬಿದ್ದು ತಲೆಗೆ ಪೆಟ್ಟಾದ ಕಾರಣ 6 ವರ್ಷದ ಬಾಲಕ ಸಾವನ್ನಪ್ಪಿರುವ ಘಟನೆ ಹೈದರಾಬಾದ್ ನ ಹಯಾತ್ ನಗರದ ಎಂಪಿಪಿ ಶಾಲೆಯಲ್ಲಿ ನಡೆದಿದೆ. ಮೃತ ಬಾಲಕನನ್ನು 1ನೇ ತರಗತಿಯ ಅಜಯ್ ಎಂದು ಗುರುತಿಸಲಾಗಿದೆ. ಸೋಮವಾರ ಸಂಜೆ 4 ಗಂಟೆಯ ಸುಮಾರಿಗೆ ಶಾಲೆಯ ಕಬ್ಬಿಣದ ಗೇಟ್ ಬಳಿ ಆಟವಾಡುತ್ತಿದ್ದಾಗ ಘಟನೆ ನಡೆದಿದೆ. ಪೊಲೀಸರ ಮಾಹಿತಿಯ ಪ್ರಕಾರ, ಶಾಲೆಯಲ್ಲಿ ಕೆಲವು ಮಕ್ಕಳು ಗೇಟ್ ಮೇಲೆ ಏರಿ ಅದನ್ನು ಅತ್ತಿಂದಿತ್ತ ತಿರುಗಿಸುತ್ತಾ ಆಟವಾಡುತ್ತಿದ್ದರು. ಈ ವೇಳೆ ಅಜಯ್ ಕೂಡ ಆಟವಾಡುತ್ತಿದ್ದನು. ಗೇಟ್ ನ ಜಾಯಿಂಟ್‌ಗಳು ಮುರಿದು ಅಲ್ಲಿಯೇ ಆಡುತ್ತಿದ್ದ ಅಜಯ್ ಮೇಲೆ ಬಿದ್ದಿದೆ. ಇದರಿಂದಾಗಿ ಆತನ ತಲೆಗೆ ಗಂಭೀರ ಗಾಯಗಳಾಗಿದ್ದವು. ಇದರಿಂದಾಗಿ ಬಾಲಕ ಸಾವನ್ನಪ್ಪಿದ್ದಾನೆ ಎಂದು ತಿಳಿಸಿದ್ದಾರೆ. ಇದಕ್ಕೆ ಸಂಬಂಧಿಸಿದಂತೆ ಸದ್ಯ ಪೊಲೀಸರು ತನಿಖೆ ನಡೆಸುತ್ತಿದ್ದಾರೆ. ಆದರೆ ಈ ಘಟನೆ ಮೊದಲನೇಯದಲ್ಲ, ಇದಕ್ಕೂ ಮುನ್ನ ಇದೇ ಜು.31 ರಂದು ಗಿರಿಜಾ ಗಣೇಶ್ ಶಿಂಧೆ ಎಂಬ ಮೂರೂವರೆ ವರ್ಷದ ಬಾಲಕಿಯ ಮೇಲೆ ಕಬ್ಬಿಣದ ಗೇಟ್ ಬಿದ್ದು ಸಾವನ್ನಪ್ಪಿದ್ದಳು. ಭೀಕರ ಅಪಘಾತವು ಸಮೀಪದ ಮನೆಯೊಂದರ ಸಿಸಿಟಿವಿ ಕ್ಯಾಮೆರಾದಲ್ಲಿ ಸೆರೆಯಾಗಿದ್ದು, ದೃಶ್ಯಗಳು ಸಾಮಾಜಿಕ ಜಾಲತಾಣಗಳಲ್ಲಿ ವ್ಯಾಪಕವಾಗಿ ಹರಡಿತ್ತು. ಸಿಸಿಟಿವಿ ದೃಶ್ಯದಲ್ಲಿ ಗೇಟ್ ಬಳಿ ಆಟವಾಡುತ್ತಿದ್ದ ಮಕ್ಕಳು ಗೇಟ್‌ನ್ನು ಮುಚ್ಚಲು ಪ್ರಯತ್ನಿಸುತ್ತಿದ್ದರು. ಈ ವೇಳೆ ಅಲ್ಲಿಯೇ ನಡೆದುಕೊಂಡ ಹೋಗುತ್ತಿದ್ದ ಗಿರಿಜಾ ಮೇಲೆ ಗೇಟ್ ಏಕಾಏಕಿ ಕುಸಿದು ಬಿದ್ದಿತ್ತು. ಇದರಿಂದಾಗಿ ಬಾಲಕಿ ಸಾವನ್ನಪ್ಪಿದ್ದಳು.	[1261, 834, 1512, 1249]
black-jacket	[1310, 1673, 1464, 1717]
article-body-col1	[613, 195, 937, 495]
marigold-string	[1239, 2057, 1247, 2259]
body-text: ಕಾರ್ಯನಿರ್ವಹಿಸುತ್ತಿವೆ ಎಂದು ತೆರಿಗೆ ಅಧಿಕಾರಿಗಳು ಕಂಡುಕೊಂಡರು. ಖರೀದಿ ಮತ್ತು ಮಾರಾಟವನ್ನು ತೋರಿಸುವಲ್ಲಿ ಕಂಪನಿಗಳ ಸರಪಳಿ ಇದೆ, ಅವು ಸರಕುಗಳ ಖರೀದಿ ಮತ್ತು ಮಾರಾಟವನ್ನು ನಿರಂತರವಾಗಿ ಪರಸ್ಪರ ತೋರಿಸುವ ಮೂಲಕ ಇನ್ಪುಟ್ ಟ್ಯಾಕ್ಸ್ ಕ್ರೆಡಿಟ್ ಪಡೆಯುತ್ತಿವೆ. ಆಗಸ್ಟ್ 16 ರಂದು ಪ್ರಾರಂಭವಾದ ಡ್ರೈವ್ ಸಮಯದಲ್ಲಿ, ತೆರಿಗೆ ಅಧಿಕಾರಿಗಳು 73,000 ಕಂಪನಿಗಳು ಮತ್ತು ಸಂಸ್ಥೆಗಳನ್ನು ಗುರುತಿಸಿದರು, ಅವು ತೆರಿಗೆ ವಂಚನೆಯಲ್ಲಿ ತೊಡಗಿವೆ ಅಥವಾ ವ್ಯವಹಾರಗಳನ್ನು ಕುಶಲತೆಯಿಂದ ಬಳಸಿಕೊಂಡು ಇನ್ಪುಟ್ ಟ್ಯಾಕ್ಸ್ ಕ್ರೆಡಿಟ್ಗಳನ್ನು ಮೋಸದಿಂದ ಪಡೆಯುತ್ತಿವೆ ಎಂದು ಅವರು ಶಂಕಿಸಿದ್ದಾರೆ. ಅವರ ಭೌತಿಕ ಪರಿಶೀಲನೆಯ ಸಮಯದಲ್ಲಿ, 18,000 ಕಂಪನಿಗಳು ಅಸ್ತಿತ್ವದಲ್ಲಿಲ್ಲ ಎಂದು ಕಂಡುಬಂದಿದೆ.	[999, 767, 1243, 993]
body-text: ಅಮೆರಿಕ ಅಧ್ಯಕ್ಷೀಯ ಚುನಾವಣೆ ಜತೆಗೆ ಅಲ್ಲಿನ ಸಂಸತ್ ಕೆಳಮನೆ, ಹೌಸ್ ಆಫ್ ರೆಪ್ರಸೆಂಟೇಟಿವ್ಸ್‌ಗೆ 9 ಮಂದಿ ಭಾರತೀಯ-ಅಮೆರಿಕನ್ ಸಮುದಾಯದವರೂ ಸ್ಪರ್ಧಿಸಿದ್ದಾರೆ. ಈ ಪೈಕಿ ಐವರು ಪುನರಾಯ್ಕೆ ಬಯಸಿದ್ದಾರೆ. ವರ್ಜೀನಿಯಾ ಮತ್ತು ಈಸ್ಟ್ ಕೋಸ್ಟ್‌ನಿಂದ ಸುಹಾಸ್ ಸುಬ್ರಹ್ಮಣ್ಯನ್ ಕಣಕ್ಕೆ ಇಳಿದಿದ್ದು, ಗೆದ್ದರೆ ಇತಿಹಾಸ ನಿರ್ಮಿಸಲಿದ್ದಾರೆ. ಸದ್ಯ ಅವರು ವರ್ಜೀನಿಯಾ ಪ್ರಾಂತ್ಯದ ಸೆನೆಟರ್. ವೃತ್ತಿಯಲ್ಲಿ ವೈದ್ಯರಾಗಿರುವ ಡಾ.ಆಯಮಿ ಬೇರಾ	[8, 154, 297, 289]
glasses-right-lens	[1389, 1612, 1419, 1631]
article-headline: ವಾಜಪೇಯಿ ಇದ್ದಿದ್ರೆ ಜಮ್ಮು-ಕಾಶ್ಮೀರ ಪರಿಸ್ಥಿತಿ ಬೇರೆಯೇ ಆಗ್ತಿತ್ತು- ಸಿಎಂ ಅಬ್ದುಲ್ಲಾ	[1261, 112, 1512, 191]
marigold-string	[1016, 2057, 1024, 2259]
sharda-sinha-photo	[189, 1555, 443, 1761]
person-red-vest	[1266, 2131, 1315, 2267]
tree-trunk	[1223, 1219, 1247, 1388]
truck-windshield	[1037, 2047, 1224, 2117]
article-gst-raids	[463, 649, 1248, 1157]
glasses-left-lens	[1359, 1612, 1388, 1631]
gst-3d-text: GST	[731, 863, 893, 942]
wooden-satellite-photo	[963, 1521, 1248, 1675]
copper-coil	[1094, 1571, 1144, 1622]
column-divider	[723, 1903, 724, 2403]
tree-trunk	[956, 1219, 983, 1388]
body-text: ಉತ್ತರ ಕೊರಿಯಾದ ಯೋಧರನ್ನು ಕಳುಹಿಸಿರುವ ಬೆಳವಣಿಗೆಯ ನಡುವೆ ಈ ಕ್ಷಿಪಣಿ ಪರೀಕ್ಷೆ ನಡೆದಿದೆ. ಉತ್ತರ ಕೊರಿಯಾದ ಈ ಕ್ರಮವನ್ನು ದಕ್ಷಿಣ ಕೊರಿಯಾ ಮತ್ತು ಜಪಾನ್ ತೀವ್ರವಾಗಿ ಖಂಡಿಸಿವೆ.	[8, 1262, 449, 1298]
article-headline-line2: ಇಸ್ರೇಲ್ ಪ್ರಧಾನಿ ನೆತನ್ಯಾಹು	[777, 143, 1083, 185]
cloud	[501, 1988, 574, 2007]
header-rule	[8, 94, 1519, 101]
